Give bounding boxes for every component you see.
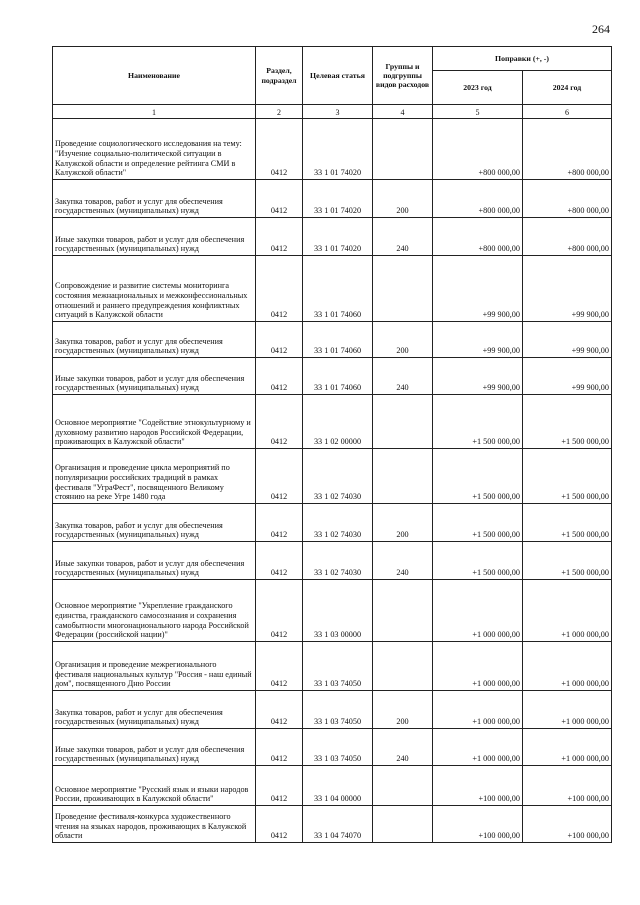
row-group: 240 [373, 218, 433, 256]
row-target: 33 1 01 74060 [303, 322, 373, 358]
row-target: 33 1 03 74050 [303, 691, 373, 729]
row-name: Иные закупки товаров, работ и услуг для обеспечения государственных (муниципальных) нужд [53, 729, 256, 766]
row-section: 0412 [256, 691, 303, 729]
row-amount-2023: +1 000 000,00 [433, 580, 523, 642]
row-amount-2023: +1 500 000,00 [433, 542, 523, 580]
row-group: 240 [373, 358, 433, 395]
row-name: Иные закупки товаров, работ и услуг для обеспечения государственных (муниципальных) нужд [53, 358, 256, 395]
table-row [53, 766, 612, 806]
table-row [53, 580, 612, 642]
row-section: 0412 [256, 542, 303, 580]
header-year-2024: 2024 год [523, 71, 612, 105]
row-target: 33 1 01 74060 [303, 358, 373, 395]
header-name: Наименование [53, 47, 256, 105]
row-amount-2023: +1 500 000,00 [433, 504, 523, 542]
row-section: 0412 [256, 395, 303, 449]
row-amount-2024: +99 900,00 [523, 358, 612, 395]
table-row [53, 542, 612, 580]
row-target: 33 1 02 00000 [303, 395, 373, 449]
row-name: Проведение социологического исследования на тему: "Изучение социально-политической ситуации в Калужской области и определение рейтинга СМИ в Калужской области" [53, 119, 256, 180]
row-amount-2024: +800 000,00 [523, 218, 612, 256]
row-target: 33 1 01 74020 [303, 180, 373, 218]
row-group: 200 [373, 504, 433, 542]
budget-table [52, 46, 612, 843]
row-amount-2023: +1 500 000,00 [433, 395, 523, 449]
row-target: 33 1 03 74050 [303, 642, 373, 691]
row-group: 200 [373, 322, 433, 358]
column-number: 5 [433, 105, 523, 119]
table-row [53, 691, 612, 729]
row-section: 0412 [256, 504, 303, 542]
table-row [53, 322, 612, 358]
row-group: 240 [373, 729, 433, 766]
table-row [53, 504, 612, 542]
row-name: Закупка товаров, работ и услуг для обеспечения государственных (муниципальных) нужд [53, 691, 256, 729]
row-name: Основное мероприятие "Укрепление гражданского единства, гражданского самосознания и сохранения самобытности многонационального народа Российской Федерации (российской нации)" [53, 580, 256, 642]
row-target: 33 1 02 74030 [303, 449, 373, 504]
row-amount-2023: +100 000,00 [433, 806, 523, 843]
row-amount-2023: +1 500 000,00 [433, 449, 523, 504]
row-group [373, 766, 433, 806]
column-number-row [53, 105, 612, 119]
table-row [53, 358, 612, 395]
row-target: 33 1 03 00000 [303, 580, 373, 642]
row-amount-2024: +1 500 000,00 [523, 395, 612, 449]
table-row [53, 729, 612, 766]
row-section: 0412 [256, 322, 303, 358]
row-section: 0412 [256, 256, 303, 322]
row-target: 33 1 04 00000 [303, 766, 373, 806]
row-name: Закупка товаров, работ и услуг для обеспечения государственных (муниципальных) нужд [53, 322, 256, 358]
row-amount-2024: +100 000,00 [523, 766, 612, 806]
header-section: Раздел, подраздел [256, 47, 303, 105]
row-section: 0412 [256, 119, 303, 180]
row-amount-2023: +1 000 000,00 [433, 642, 523, 691]
header-amendments: Поправки (+, -) [433, 47, 612, 71]
row-amount-2024: +1 000 000,00 [523, 691, 612, 729]
row-name: Закупка товаров, работ и услуг для обеспечения государственных (муниципальных) нужд [53, 180, 256, 218]
row-section: 0412 [256, 358, 303, 395]
row-target: 33 1 01 74020 [303, 218, 373, 256]
row-group [373, 395, 433, 449]
row-section: 0412 [256, 218, 303, 256]
row-name: Проведение фестиваля-конкурса художественного чтения на языках народов, проживающих в Калужской области [53, 806, 256, 843]
table-row [53, 642, 612, 691]
row-amount-2023: +800 000,00 [433, 180, 523, 218]
table-row [53, 180, 612, 218]
row-section: 0412 [256, 806, 303, 843]
row-group [373, 256, 433, 322]
row-group [373, 119, 433, 180]
row-amount-2023: +800 000,00 [433, 119, 523, 180]
row-target: 33 1 01 74020 [303, 119, 373, 180]
row-name: Иные закупки товаров, работ и услуг для обеспечения государственных (муниципальных) нужд [53, 542, 256, 580]
row-section: 0412 [256, 580, 303, 642]
row-name: Организация и проведение межрегионального фестиваля национальных культур "Россия - наш единый дом", посвященного Дню России [53, 642, 256, 691]
row-target: 33 1 03 74050 [303, 729, 373, 766]
row-name: Иные закупки товаров, работ и услуг для обеспечения государственных (муниципальных) нужд [53, 218, 256, 256]
row-name: Закупка товаров, работ и услуг для обеспечения государственных (муниципальных) нужд [53, 504, 256, 542]
row-amount-2023: +99 900,00 [433, 256, 523, 322]
table-row [53, 395, 612, 449]
table-row [53, 218, 612, 256]
table-row [53, 256, 612, 322]
row-group [373, 580, 433, 642]
row-section: 0412 [256, 449, 303, 504]
table-row [53, 119, 612, 180]
header-year-2023: 2023 год [433, 71, 523, 105]
column-number: 3 [303, 105, 373, 119]
table-row [53, 806, 612, 843]
row-group [373, 642, 433, 691]
column-number: 2 [256, 105, 303, 119]
row-amount-2023: +99 900,00 [433, 358, 523, 395]
row-section: 0412 [256, 766, 303, 806]
row-name: Организация и проведение цикла мероприятий по популяризации российских традиций в рамках фестиваля "УграФест", посвященного Великому стоянию на реке Угре 1480 года [53, 449, 256, 504]
row-amount-2024: +1 500 000,00 [523, 542, 612, 580]
row-amount-2024: +800 000,00 [523, 180, 612, 218]
row-amount-2024: +1 500 000,00 [523, 504, 612, 542]
row-section: 0412 [256, 642, 303, 691]
row-group: 200 [373, 691, 433, 729]
row-amount-2023: +1 000 000,00 [433, 729, 523, 766]
row-group: 200 [373, 180, 433, 218]
row-target: 33 1 04 74070 [303, 806, 373, 843]
row-group: 240 [373, 542, 433, 580]
row-amount-2024: +100 000,00 [523, 806, 612, 843]
row-name: Основное мероприятие "Содействие этнокультурному и духовному развитию народов Российской Федерации, проживающих в Калужской области" [53, 395, 256, 449]
row-amount-2024: +99 900,00 [523, 322, 612, 358]
row-amount-2024: +99 900,00 [523, 256, 612, 322]
row-group [373, 449, 433, 504]
row-amount-2023: +1 000 000,00 [433, 691, 523, 729]
row-amount-2023: +800 000,00 [433, 218, 523, 256]
row-amount-2023: +100 000,00 [433, 766, 523, 806]
row-amount-2024: +1 000 000,00 [523, 642, 612, 691]
row-name: Основное мероприятие "Русский язык и языки народов России, проживающих в Калужской области" [53, 766, 256, 806]
row-target: 33 1 01 74060 [303, 256, 373, 322]
row-amount-2023: +99 900,00 [433, 322, 523, 358]
column-number: 6 [523, 105, 612, 119]
row-target: 33 1 02 74030 [303, 542, 373, 580]
row-section: 0412 [256, 180, 303, 218]
row-group [373, 806, 433, 843]
row-target: 33 1 02 74030 [303, 504, 373, 542]
row-amount-2024: +1 000 000,00 [523, 580, 612, 642]
header-group: Группы и подгруппы видов расходов [373, 47, 433, 105]
page-number: 264 [592, 22, 610, 36]
row-amount-2024: +800 000,00 [523, 119, 612, 180]
header-target: Целевая статья [303, 47, 373, 105]
row-section: 0412 [256, 729, 303, 766]
column-number: 1 [53, 105, 256, 119]
column-number: 4 [373, 105, 433, 119]
row-amount-2024: +1 000 000,00 [523, 729, 612, 766]
table-row [53, 449, 612, 504]
row-name: Сопровождение и развитие системы мониторинга состояния межнациональных и межконфессиональных отношений и раннего предупреждения конфликтных ситуаций в Калужской области [53, 256, 256, 322]
row-amount-2024: +1 500 000,00 [523, 449, 612, 504]
